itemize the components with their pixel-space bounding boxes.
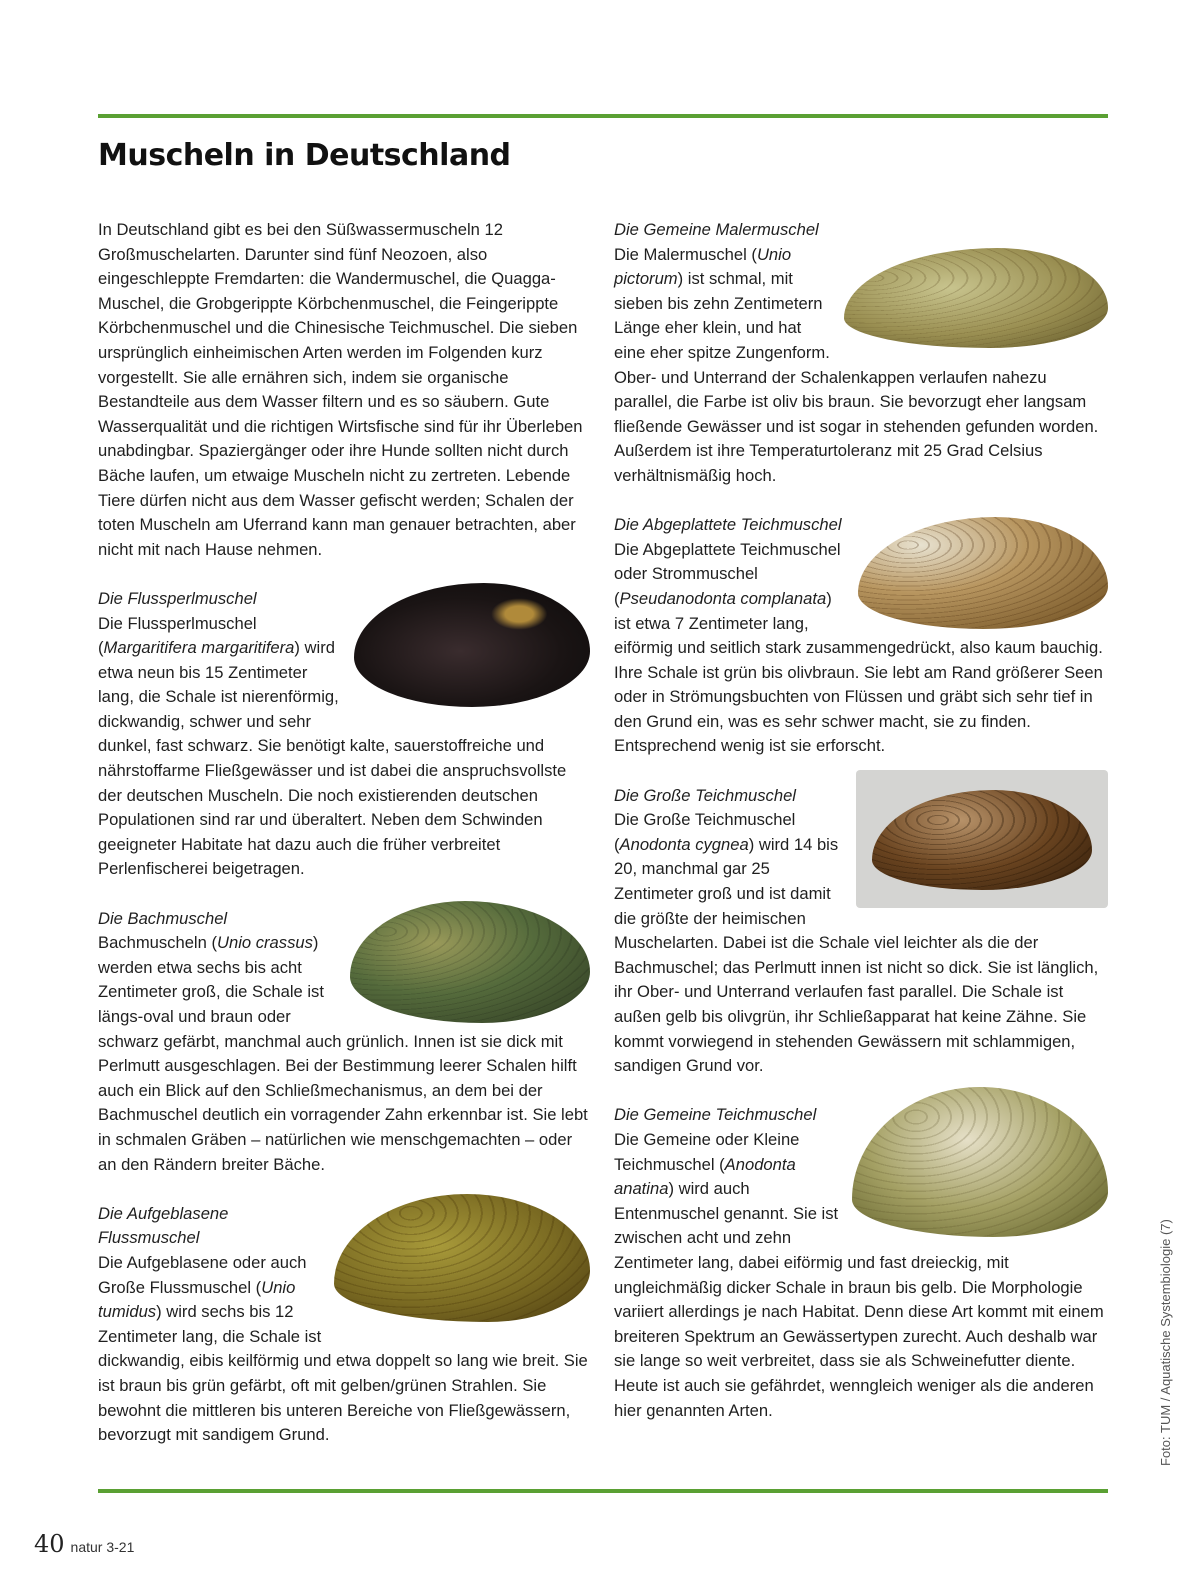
- section-title: Die Gemeine Teichmuschel: [614, 1105, 817, 1125]
- section-bachmuschel: [98, 907, 590, 1178]
- right-column: [614, 218, 1108, 1423]
- section-title: Die Bachmuschel: [98, 908, 228, 928]
- magazine-issue: natur 3-21: [70, 1539, 135, 1555]
- section-title: Die Große Teichmuschel: [614, 785, 796, 805]
- page-title: Muscheln in Deutschland: [98, 138, 511, 173]
- section-malermuschel: [614, 218, 1108, 489]
- left-column: [98, 218, 590, 1472]
- latin-name: Unio crassus: [216, 933, 313, 953]
- bottom-rule: [98, 1489, 1108, 1493]
- intro-paragraph: In Deutschland gibt es bei den Süßwassermuscheln 12 Großmuschelarten. Darunter sind fünf Neozoen, also eingeschleppte Fremdarten: die Wandermuschel, die Quagga-Muschel, die Grobgerippte Körbchenmuschel, die Feingerippte Körbchenmuschel und die Chinesische Teichmuschel. Die sieben ursprünglich einheimischen Arten werden im Folgenden kurz vorgestellt. Sie alle ernähren sich, indem sie organische Bestandteile aus dem Wasser filtern und es so säubern. Gute Wasserqualität und die richtigen Wirtsfische sind für ihr Überleben unabdingbar. Spaziergänger oder ihre Hunde sollten nicht durch Bäche laufen, um etwaige Muscheln nicht zu zertreten. Lebende Tiere dürfen nicht aus dem Wasser gefischt werden; Schalen der toten Muscheln am Uferrand kann man genauer betrachten, aber nicht mit nach Hause nehmen.: [98, 220, 583, 559]
- grosse-teichmuschel-shell: [872, 790, 1092, 890]
- page-number: 40: [34, 1530, 65, 1558]
- section-text: Die Flussperlmuschel (Margaritifera margaritifera) wird etwa neun bis 15 Zentimeter lang, die Schale ist nierenförmig, dickwandig, schwer und sehr dunkel, fast schwarz. Sie benötigt kalte, sauerstoffreiche und nährstoffarme Fließgewässer und ist dabei die anspruchsvollste der deutschen Muscheln. Die noch existierenden deutschen Populationen sind rar und überaltert. Neben dem Schwinden geeigneter Habitate hat dazu auch die früher verbreitet Perlenfischerei beigetragen.: [98, 613, 567, 879]
- latin-name: Unio pictorum: [614, 244, 792, 289]
- latin-name: Margaritifera margaritifera: [103, 638, 295, 658]
- latin-name: Pseudanodonta complanata: [619, 588, 827, 608]
- photo-credit: Foto: TUM / Aquatische Systembiologie (7): [1158, 1219, 1173, 1466]
- section-gemeine-teichmuschel: [614, 1103, 1108, 1423]
- section-title: Die Abgeplattete Teichmuschel: [614, 515, 842, 535]
- top-rule: [98, 114, 1108, 118]
- page-footer: [34, 1530, 134, 1558]
- section-text: Bachmuscheln (Unio crassus) werden etwa sechs bis acht Zentimeter groß, die Schale ist längs-oval und braun oder schwarz gefärbt, manchmal auch grünlich. Innen ist sie dick mit Perlmutt ausgeschlagen. Bei der Bestimmung leerer Schalen hilft auch ein Blick auf den Schließmechanismus, an dem bei der Bachmuschel deutlich ein vorragender Zahn erkennbar ist. Sie lebt in schmalen Gräben – natürlichen wie menschgemachten – oder an den Rändern breiter Bäche.: [98, 933, 588, 1174]
- section-text: Die Große Teichmuschel (Anodonta cygnea) wird 14 bis 20, manchmal gar 25 Zentimeter groß und ist damit die größte der heimischen Muschelarten. Dabei ist die Schale viel leichter als die der Bachmuschel; das Perlmutt innen ist nicht so dick. Sie ist länglich, ihr Ober- und Unterrand verlaufen fast parallel. Die Schale ist außen gelb bis olivgrün, ihr Schließapparat hat keine Zähne. Sie kommt vorwiegend in stehenden Gewässern mit schlammigen, sandigen Grund vor.: [614, 810, 1099, 1076]
- section-abgeplattete-teichmuschel: [614, 513, 1108, 759]
- section-text: Die Malermuschel (Unio pictorum) ist schmal, mit sieben bis zehn Zentimetern Länge eher klein, und hat eine eher spitze Zungenform. Ober- und Unterrand der Schalenkappen verlaufen nahezu parallel, die Farbe ist oliv bis braun. Sie bevorzugt eher langsam fließende Gewässer und ist sogar in stehenden gefunden worden. Außerdem ist ihre Temperaturtoleranz mit 25 Grad Celsius verhältnismäßig hoch.: [614, 244, 1099, 485]
- section-title: Die Aufgeblasene Flussmuschel: [98, 1203, 229, 1248]
- section-aufgeblasene-flussmuschel: [98, 1202, 590, 1448]
- section-text: Die Abgeplattete Teichmuschel oder Strommuschel (Pseudanodonta complanata) ist etwa 7 Zentimeter lang, eiförmig und seitlich stark zusammengedrückt, also kaum bauchig. Ihre Schale ist grün bis olivbraun. Sie lebt am Rand größerer Seen oder in Strömungsbuchten von Flüssen und gräbt sich sehr tief in den Grund ein, was es sehr schwer macht, sie zu finden. Entsprechend wenig ist sie erforscht.: [614, 539, 1103, 756]
- section-title: Die Gemeine Malermuschel: [614, 220, 819, 239]
- latin-name: Anodonta anatina: [614, 1154, 796, 1199]
- grosse-teichmuschel-photo: [856, 770, 1108, 908]
- latin-name: Unio tumidus: [98, 1277, 296, 1322]
- section-flussperlmuschel: [98, 587, 590, 882]
- section-title: Die Flussperlmuschel: [98, 588, 257, 608]
- section-text: Die Gemeine oder Kleine Teichmuschel (Anodonta anatina) wird auch Entenmuschel genannt. Sie ist zwischen acht und zehn Zentimeter lang, dabei eiförmig und fast dreieckig, mit ungleichmäßig dicker Schale in braun bis gelb. Die Morphologie variiert allerdings je nach Habitat. Denn diese Art kommt mit einem breiteren Spektrum an Gewässertypen zurecht. Auch deshalb war sie lange so weit verbreitet, dass sie als Schweinefutter diente. Heute ist auch sie gefährdet, wenngleich weniger als die anderen hier genannten Arten.: [614, 1129, 1104, 1420]
- section-text: Die Aufgeblasene oder auch Große Flussmuschel (Unio tumidus) wird sechs bis 12 Zentimeter lang, die Schale ist dickwandig, eibis keilförmig und etwa doppelt so lang wie breit. Sie ist braun bis grün gefärbt, oft mit gelben/grünen Strahlen. Sie bewohnt die mittleren bis unteren Bereiche von Fließgewässern, bevorzugt mit sandigem Grund.: [98, 1252, 588, 1445]
- latin-name: Anodonta cygnea: [619, 834, 749, 854]
- section-grosse-teichmuschel: [614, 784, 1108, 1079]
